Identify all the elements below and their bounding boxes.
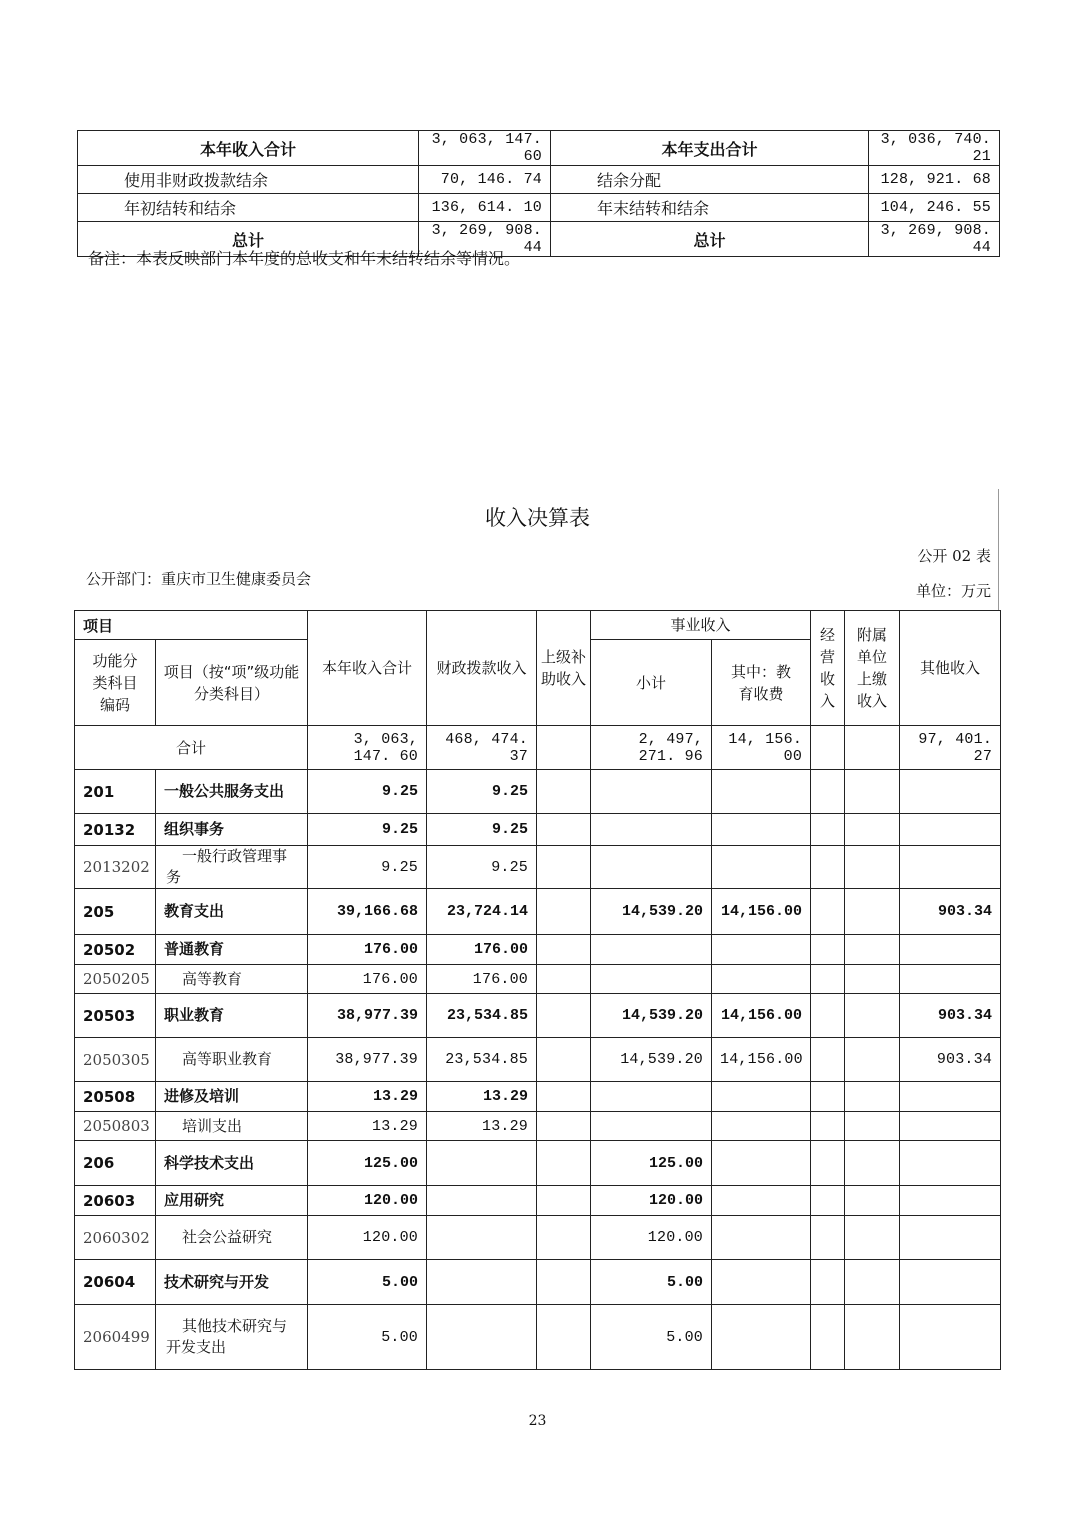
name-cell: 高等教育 [156, 965, 308, 994]
subtotal-cell: 14,539.20 [591, 889, 712, 935]
subtotal-cell: 120.00 [591, 1186, 712, 1216]
edu-cell: 14,156.00 [712, 1038, 811, 1082]
operating-cell [811, 935, 845, 965]
table-row [75, 770, 1001, 814]
other-cell [900, 1141, 1001, 1186]
fiscal-cell: 13.29 [427, 1082, 537, 1112]
total-cell: 39,166.68 [308, 889, 427, 935]
summary-row [78, 166, 1000, 194]
summary-right-label: 本年支出合计 [551, 131, 869, 166]
name-cell: 教育支出 [156, 889, 308, 935]
name-cell: 职业教育 [156, 994, 308, 1038]
total-cell: 38,977.39 [308, 1038, 427, 1082]
fiscal-cell [427, 1305, 537, 1370]
total-cell: 13.29 [308, 1082, 427, 1112]
name-cell: 一般行政管理事务 [156, 846, 308, 889]
superior-cell [537, 1038, 591, 1082]
affiliated-cell [845, 1305, 900, 1370]
other-cell [900, 1112, 1001, 1141]
subtotal-cell [591, 935, 712, 965]
total-cell: 125.00 [308, 1141, 427, 1186]
header-item: 项目 [75, 611, 308, 640]
code-cell: 201 [75, 770, 156, 814]
subtotal-cell: 5.00 [591, 1305, 712, 1370]
operating-cell [811, 994, 845, 1038]
total-cell: 176.00 [308, 935, 427, 965]
subtotal-cell: 120.00 [591, 1216, 712, 1260]
superior-cell [537, 1112, 591, 1141]
fiscal-cell: 176.00 [427, 935, 537, 965]
total-cell: 5.00 [308, 1260, 427, 1305]
code-cell: 206 [75, 1141, 156, 1186]
affiliated-cell [845, 770, 900, 814]
edu-cell [712, 965, 811, 994]
name-cell: 应用研究 [156, 1186, 308, 1216]
subtotal-cell [591, 846, 712, 889]
edu-cell: 14,156.00 [712, 889, 811, 935]
total-row [75, 726, 1001, 770]
summary-right-label: 年末结转和结余 [551, 194, 869, 222]
page-number: 23 [528, 1413, 547, 1429]
edu-cell [712, 1112, 811, 1141]
operating-cell [811, 814, 845, 846]
name-cell: 进修及培训 [156, 1082, 308, 1112]
superior-cell [537, 994, 591, 1038]
operating-cell [811, 770, 845, 814]
fiscal-cell [427, 1260, 537, 1305]
code-cell: 205 [75, 889, 156, 935]
superior-cell [537, 935, 591, 965]
other-cell [900, 1216, 1001, 1260]
edu-cell [712, 1216, 811, 1260]
summary-left-label: 本年收入合计 [78, 131, 419, 166]
fiscal-cell: 176.00 [427, 965, 537, 994]
affiliated-cell [845, 994, 900, 1038]
table-row [75, 1038, 1001, 1082]
superior-cell [537, 1082, 591, 1112]
summary-left-value: 136, 614. 10 [419, 194, 551, 222]
summary-row [78, 194, 1000, 222]
code-cell: 20502 [75, 935, 156, 965]
header-edu: 其中：教育收费 [712, 640, 811, 726]
operating-cell [811, 1186, 845, 1216]
edu-cell: 14,156.00 [712, 994, 811, 1038]
name-cell: 培训支出 [156, 1112, 308, 1141]
fiscal-cell: 23,534.85 [427, 994, 537, 1038]
table-row [75, 935, 1001, 965]
summary-right-label: 总计 [551, 222, 869, 257]
subtotal-cell [591, 770, 712, 814]
superior-cell [537, 1141, 591, 1186]
name-cell: 科学技术支出 [156, 1141, 308, 1186]
subtotal-cell: 14,539.20 [591, 1038, 712, 1082]
header-affiliated: 附属单位上缴收入 [845, 611, 900, 726]
affiliated-cell [845, 1141, 900, 1186]
subtotal-cell [591, 1082, 712, 1112]
affiliated-cell [845, 1038, 900, 1082]
table-row [75, 1216, 1001, 1260]
subtotal-cell: 14,539.20 [591, 994, 712, 1038]
subtotal-cell [591, 814, 712, 846]
total-label: 合计 [75, 726, 308, 770]
fiscal-cell [427, 1141, 537, 1186]
summary-right-label: 结余分配 [551, 166, 869, 194]
subtotal-cell: 125.00 [591, 1141, 712, 1186]
summary-row [78, 131, 1000, 166]
header-other: 其他收入 [900, 611, 1001, 726]
other-cell [900, 1305, 1001, 1370]
name-cell: 高等职业教育 [156, 1038, 308, 1082]
summary-left-label: 使用非财政拨款结余 [78, 166, 419, 194]
fiscal-cell: 9.25 [427, 814, 537, 846]
operating-cell [811, 1141, 845, 1186]
total-cell: 13.29 [308, 1112, 427, 1141]
summary-note: 备注：本表反映部门本年度的总收支和年末结转结余等情况。 [88, 249, 521, 268]
header-operating: 经营收入 [811, 611, 845, 726]
superior-cell [537, 1216, 591, 1260]
total-cell: 120.00 [308, 1186, 427, 1216]
name-cell: 普通教育 [156, 935, 308, 965]
summary-left-label: 总计 [78, 222, 419, 257]
header-fiscal: 财政拨款收入 [427, 611, 537, 726]
affiliated-cell [845, 1112, 900, 1141]
code-cell: 20508 [75, 1082, 156, 1112]
fiscal-cell: 9.25 [427, 770, 537, 814]
affiliated-cell [845, 1186, 900, 1216]
fiscal-cell: 468, 474. 37 [427, 726, 537, 770]
table-title: 收入决算表 [485, 506, 590, 530]
operating-cell [811, 1260, 845, 1305]
other-cell [900, 965, 1001, 994]
header-superior: 上级补助收入 [537, 611, 591, 726]
code-cell: 20132 [75, 814, 156, 846]
fiscal-cell: 9.25 [427, 846, 537, 889]
table-row [75, 889, 1001, 935]
edu-cell [712, 814, 811, 846]
unit-label: 单位：万元 [915, 582, 991, 600]
code-cell: 20503 [75, 994, 156, 1038]
affiliated-cell [845, 846, 900, 889]
code-cell: 20603 [75, 1186, 156, 1216]
operating-cell [811, 1112, 845, 1141]
table-row [75, 846, 1001, 889]
total-cell: 120.00 [308, 1216, 427, 1260]
table-row [75, 1305, 1001, 1370]
other-cell: 903.34 [900, 889, 1001, 935]
superior-cell [537, 1260, 591, 1305]
header-total: 本年收入合计 [308, 611, 427, 726]
code-cell: 2050803 [75, 1112, 156, 1141]
table-row [75, 1186, 1001, 1216]
name-cell: 社会公益研究 [156, 1216, 308, 1260]
header-subtotal: 小计 [591, 640, 712, 726]
edu-cell [712, 770, 811, 814]
code-cell: 2013202 [75, 846, 156, 889]
table-row [75, 1082, 1001, 1112]
total-cell: 5.00 [308, 1305, 427, 1370]
total-cell: 9.25 [308, 814, 427, 846]
fiscal-cell [427, 1216, 537, 1260]
edu-cell [712, 1305, 811, 1370]
superior-cell [537, 726, 591, 770]
form-number: 公开 02 表 [917, 547, 991, 565]
superior-cell [537, 1186, 591, 1216]
table-row [75, 814, 1001, 846]
other-cell [900, 1186, 1001, 1216]
summary-left-value: 3, 063, 147. 60 [419, 131, 551, 166]
summary-table [77, 130, 1000, 257]
summary-left-label: 年初结转和结余 [78, 194, 419, 222]
name-cell: 其他技术研究与开发支出 [156, 1305, 308, 1370]
other-cell: 903.34 [900, 1038, 1001, 1082]
summary-left-value: 70, 146. 74 [419, 166, 551, 194]
edu-cell [712, 846, 811, 889]
superior-cell [537, 1305, 591, 1370]
table-row [75, 1112, 1001, 1141]
total-cell: 38,977.39 [308, 994, 427, 1038]
affiliated-cell [845, 726, 900, 770]
operating-cell [811, 1216, 845, 1260]
operating-cell [811, 846, 845, 889]
header-name: 项目（按“项”级功能分类科目） [156, 640, 308, 726]
operating-cell [811, 1082, 845, 1112]
superior-cell [537, 965, 591, 994]
income-table [74, 610, 1001, 1370]
header-business: 事业收入 [591, 611, 811, 640]
name-cell: 一般公共服务支出 [156, 770, 308, 814]
subtotal-cell: 5.00 [591, 1260, 712, 1305]
table-row [75, 1141, 1001, 1186]
other-cell [900, 1260, 1001, 1305]
fiscal-cell [427, 1186, 537, 1216]
edu-cell [712, 1082, 811, 1112]
name-cell: 组织事务 [156, 814, 308, 846]
fiscal-cell: 23,534.85 [427, 1038, 537, 1082]
fiscal-cell: 23,724.14 [427, 889, 537, 935]
other-cell [900, 1082, 1001, 1112]
superior-cell [537, 846, 591, 889]
affiliated-cell [845, 1260, 900, 1305]
affiliated-cell [845, 814, 900, 846]
operating-cell [811, 965, 845, 994]
name-cell: 技术研究与开发 [156, 1260, 308, 1305]
subtotal-cell: 2, 497, 271. 96 [591, 726, 712, 770]
header-code: 功能分类科目编码 [75, 640, 156, 726]
operating-cell [811, 1038, 845, 1082]
affiliated-cell [845, 889, 900, 935]
edu-cell [712, 1260, 811, 1305]
department-label: 公开部门：重庆市卫生健康委员会 [86, 570, 312, 588]
other-cell: 903.34 [900, 994, 1001, 1038]
other-cell: 97, 401. 27 [900, 726, 1001, 770]
other-cell [900, 814, 1001, 846]
affiliated-cell [845, 935, 900, 965]
summary-right-value: 104, 246. 55 [869, 194, 1000, 222]
edu-cell [712, 935, 811, 965]
right-edge-line [998, 489, 999, 611]
summary-left-value: 3, 269, 908. 44 [419, 222, 551, 257]
affiliated-cell [845, 1216, 900, 1260]
superior-cell [537, 889, 591, 935]
total-cell: 176.00 [308, 965, 427, 994]
other-cell [900, 770, 1001, 814]
edu-cell: 14, 156. 00 [712, 726, 811, 770]
total-cell: 9.25 [308, 770, 427, 814]
superior-cell [537, 770, 591, 814]
summary-right-value: 128, 921. 68 [869, 166, 1000, 194]
total-cell: 3, 063, 147. 60 [308, 726, 427, 770]
affiliated-cell [845, 965, 900, 994]
edu-cell [712, 1186, 811, 1216]
table-row [75, 1260, 1001, 1305]
other-cell [900, 846, 1001, 889]
operating-cell [811, 1305, 845, 1370]
code-cell: 2060302 [75, 1216, 156, 1260]
fiscal-cell: 13.29 [427, 1112, 537, 1141]
code-cell: 20604 [75, 1260, 156, 1305]
summary-right-value: 3, 036, 740. 21 [869, 131, 1000, 166]
operating-cell [811, 726, 845, 770]
code-cell: 2050305 [75, 1038, 156, 1082]
table-row [75, 994, 1001, 1038]
other-cell [900, 935, 1001, 965]
superior-cell [537, 814, 591, 846]
subtotal-cell [591, 1112, 712, 1141]
operating-cell [811, 889, 845, 935]
subtotal-cell [591, 965, 712, 994]
affiliated-cell [845, 1082, 900, 1112]
edu-cell [712, 1141, 811, 1186]
code-cell: 2050205 [75, 965, 156, 994]
total-cell: 9.25 [308, 846, 427, 889]
summary-right-value: 3, 269, 908. 44 [869, 222, 1000, 257]
code-cell: 2060499 [75, 1305, 156, 1370]
table-row [75, 965, 1001, 994]
